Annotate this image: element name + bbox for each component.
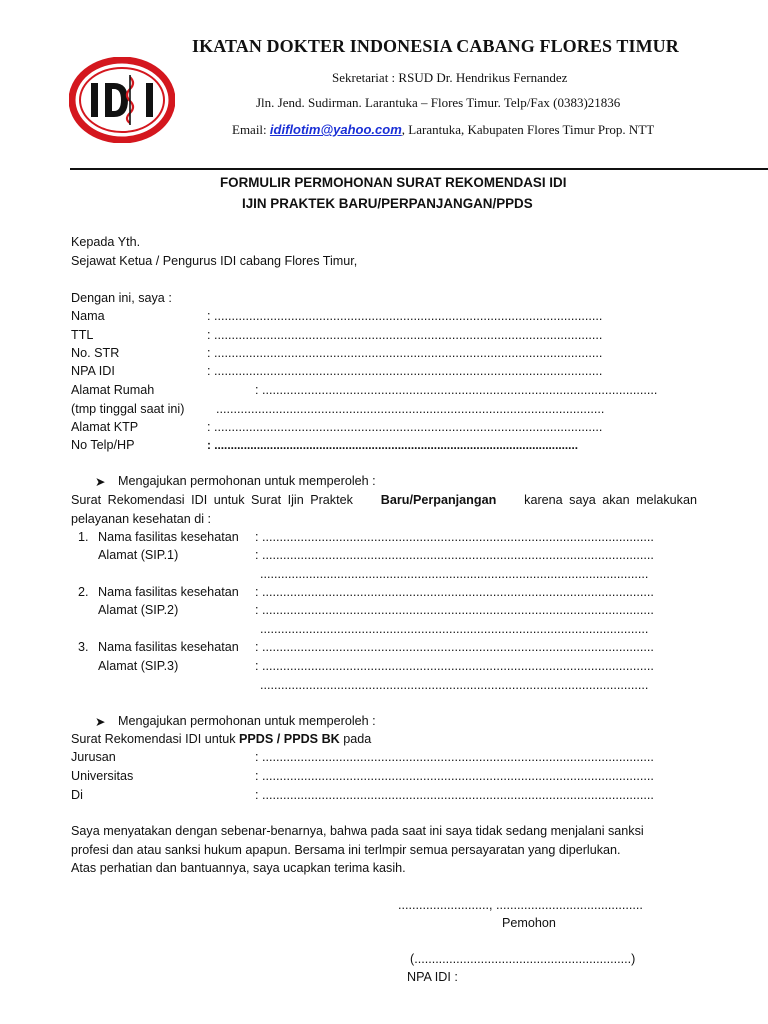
statement-3: Atas perhatian dan bantuannya, saya ucapkan terima kasih. [71,861,406,875]
label-tmp-tinggal: (tmp tinggal saat ini) [71,402,185,416]
facility-1-field[interactable]: : ................................................................................................................ [255,530,654,544]
email-suffix: , Larantuka, Kabupaten Flores Timur Prop. NTT [401,122,655,137]
field-alamat-rumah[interactable]: : ................................................................................................................. [255,383,658,397]
facility-3-addr-field-2[interactable]: ............................................................................................................... [260,678,649,692]
email-label: Email: [232,122,270,137]
sip-text-a: Surat Rekomendasi IDI untuk Surat Ijin Praktek [71,493,353,507]
label-di: Di [71,788,83,802]
facility-2-addr-field[interactable]: : ................................................................................................................ [255,603,654,617]
applicant-label: Pemohon [502,916,556,930]
place-date-field[interactable]: .........................., .......................................... [398,898,643,912]
greeting-1: Kepada Yth. [71,235,141,249]
applicant-name-field[interactable]: (..............................................................) [410,952,636,966]
statement-2: profesi dan atau sanksi hukum apapun. Bersama ini terlmpir semua persayaratan yang diperlukan. [71,843,621,857]
label-universitas: Universitas [71,769,134,783]
sip-text-c: pelayanan kesehatan di : [71,512,212,526]
sip-text [71,493,697,507]
sip-text-b: karena saya akan melakukan [524,493,697,507]
label-alamat-ktp: Alamat KTP [71,420,139,434]
ppds-text-b: pada [339,732,372,746]
field-ttl[interactable]: : ............................................................................................................... [207,328,603,342]
org-name: IKATAN DOKTER INDONESIA CABANG FLORES TIMUR [192,36,679,56]
facility-1-addr: Alamat (SIP.1) [98,548,179,562]
label-str: No. STR [71,346,120,360]
form-title-1: FORMULIR PERMOHONAN SURAT REKOMENDASI IDI [220,175,567,190]
field-telp[interactable]: : ............................................................................................................... [207,438,579,452]
ppds-text-a: Surat Rekomendasi IDI untuk [71,732,239,746]
email-link[interactable]: idiflotim@yahoo.com [269,122,402,137]
label-alamat-rumah: Alamat Rumah [71,383,155,397]
field-str[interactable]: : ............................................................................................................... [207,346,603,360]
secretariat: Sekretariat : RSUD Dr. Hendrikus Fernandez [332,70,568,85]
facility-2-addr-field-2[interactable]: ............................................................................................................... [260,622,649,636]
label-jurusan: Jurusan [71,750,116,764]
field-tmp-tinggal[interactable]: ............................................................................................................... [216,402,605,416]
facility-1-label: Nama fasilitas kesehatan [98,530,239,544]
facility-1-addr-field[interactable]: : ................................................................................................................ [255,548,654,562]
field-nama[interactable]: : ............................................................................................................... [207,309,603,323]
arrow-icon-2: ➤ [95,715,106,729]
statement-1: Saya menyatakan dengan sebenar-benarnya, bahwa pada saat ini saya tidak sedang menjalani sanksi [71,824,644,838]
label-npa: NPA IDI [71,364,115,378]
facility-3-addr: Alamat (SIP.3) [98,659,179,673]
label-nama: Nama [71,309,105,323]
facility-2-addr: Alamat (SIP.2) [98,603,179,617]
facility-3-num: 3. [78,640,89,654]
facility-2-label: Nama fasilitas kesehatan [98,585,239,599]
facility-2-num: 2. [78,585,89,599]
field-alamat-ktp[interactable]: : ............................................................................................................... [207,420,603,434]
facility-3-addr-field[interactable]: : ................................................................................................................ [255,659,654,673]
greeting-2: Sejawat Ketua / Pengurus IDI cabang Flores Timur, [71,254,358,268]
field-npa[interactable]: : ............................................................................................................... [207,364,603,378]
facility-2-field[interactable]: : ................................................................................................................ [255,585,654,599]
address: Jln. Jend. Sudirman. Larantuka – Flores Timur. Telp/Fax (0383)21836 [256,95,621,110]
idi-logo [69,57,175,148]
request-sip: Mengajukan permohonan untuk memperoleh : [118,474,376,488]
header-divider [70,168,768,170]
field-jurusan[interactable]: : ................................................................................................................ [255,750,654,764]
label-ttl: TTL [71,328,94,342]
ppds-text-bold: PPDS / PPDS BK [239,732,340,746]
request-ppds: Mengajukan permohonan untuk memperoleh : [118,714,376,728]
ppds-text [71,732,371,746]
facility-1-addr-field-2[interactable]: ............................................................................................................... [260,567,649,581]
label-telp: No Telp/HP [71,438,135,452]
intro: Dengan ini, saya : [71,291,172,305]
applicant-npa-label: NPA IDI : [407,970,458,984]
facility-3-label: Nama fasilitas kesehatan [98,640,239,654]
arrow-icon: ➤ [95,475,106,489]
facility-3-field[interactable]: : ................................................................................................................ [255,640,654,654]
facility-1-num: 1. [78,530,89,544]
email-line [232,122,654,138]
field-universitas[interactable]: : ................................................................................................................ [255,769,654,783]
sip-text-bold: Baru/Perpanjangan [380,493,497,507]
field-di[interactable]: : ................................................................................................................ [255,788,654,802]
form-title-2: IJIN PRAKTEK BARU/PERPANJANGAN/PPDS [242,196,533,211]
